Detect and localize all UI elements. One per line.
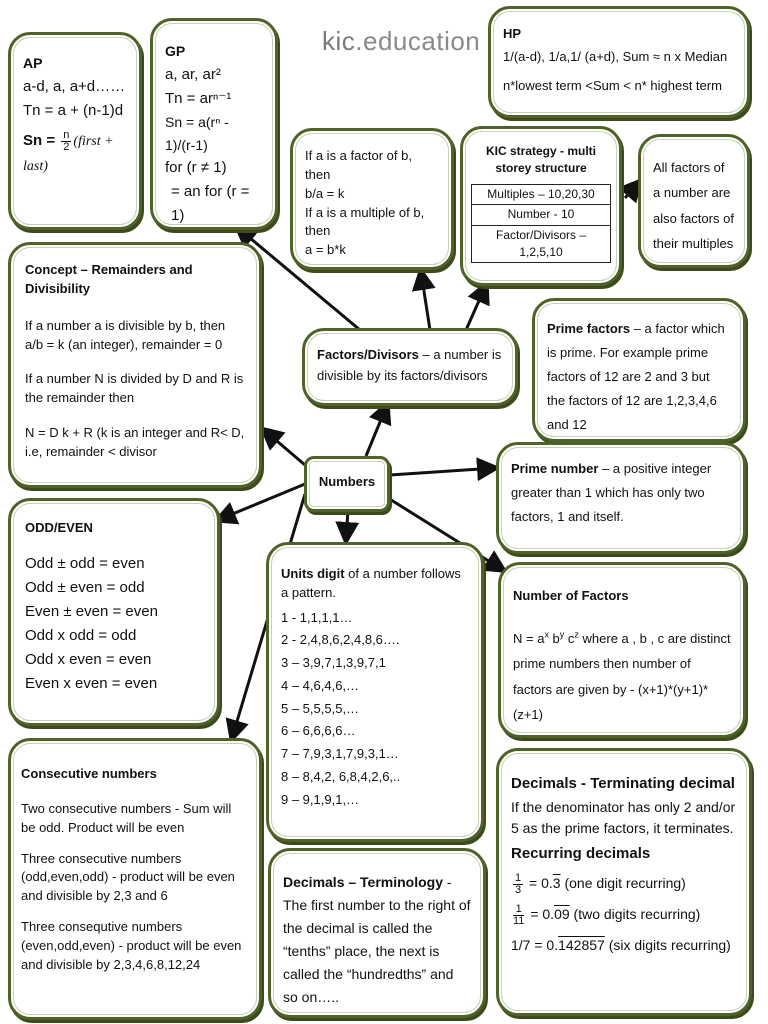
arrow-to-prime-number bbox=[390, 468, 495, 475]
concept-formula: N = D k + R (k is an integer and R< D, i.e, remainder < divisor bbox=[25, 425, 245, 459]
gp-condition: for (r ≠ 1) bbox=[165, 159, 227, 177]
hp-sum-range: n*lowest term <Sum < n* highest term bbox=[503, 77, 722, 93]
terminating-rule: If the denominator has only 2 and/or 5 as the prime factors, it terminates. bbox=[511, 798, 736, 836]
kic-logo: kic.education bbox=[322, 26, 481, 56]
odd-even-title: ODD/EVEN bbox=[25, 520, 93, 535]
all-factors-text: All factors of a number are also factors of their multiples bbox=[653, 160, 734, 252]
ap-nth-term: Tn = a + (n-1)d bbox=[23, 102, 124, 120]
gp-sum: Sn = a(rⁿ - 1)/(r-1) bbox=[165, 114, 229, 153]
ap-box bbox=[8, 32, 142, 230]
units-digit-row: 1 - 1,1,1,1… bbox=[281, 609, 353, 625]
kic-row-number: Number - 10 bbox=[472, 205, 611, 225]
number-of-factors-title: Number of Factors bbox=[513, 588, 629, 603]
factor-def: If a is a factor of b, then bbox=[305, 148, 412, 182]
decimals-terminology-box bbox=[268, 848, 486, 1018]
consecutive-two: Two consecutive numbers - Sum will be odd. Product will be even bbox=[21, 800, 232, 835]
arrow-to-units-digit bbox=[346, 510, 348, 540]
odd-even-rule: Even x even = even bbox=[25, 674, 158, 692]
concept-divisible: If a number a is divisible by b, then a/b = k (an integer), remainder = 0 bbox=[25, 317, 226, 352]
prime-factors-box bbox=[532, 298, 746, 442]
concept-box bbox=[8, 242, 262, 488]
numbers-node bbox=[304, 456, 390, 512]
prime-factors-text: Prime factors – a factor which is prime. For example prime factors of 12 are 2 and 3 but the factors of 12 are 1,2,3,4,6 and 12 bbox=[547, 321, 725, 433]
multiple-def: If a is a multiple of b, then bbox=[305, 204, 425, 239]
kic-table bbox=[471, 184, 611, 264]
odd-even-rule: Even ± even = even bbox=[25, 602, 158, 620]
recurring-title: Recurring decimals bbox=[511, 844, 651, 862]
odd-even-box bbox=[8, 498, 220, 726]
arrow-to-kic bbox=[466, 285, 486, 330]
odd-even-rule: Odd ± even = odd bbox=[25, 578, 145, 596]
arrow-to-factors-divisors bbox=[366, 405, 387, 456]
concept-title: Concept – Remainders and Divisibility bbox=[25, 262, 193, 296]
gp-terms: a, ar, ar² bbox=[165, 66, 221, 84]
number-of-factors-formula: $N = a^x$ $b^y$ $c^z$ where a , b , c are distinct prime numbers then number of factors are given by - (x+1)*(y+1)*(z+1) bbox=[513, 629, 731, 722]
gp-sum-r1: = an for (r = 1) bbox=[171, 183, 250, 225]
units-digit-row: 9 – 9,1,9,1,… bbox=[281, 791, 360, 807]
gp-title: GP bbox=[165, 43, 186, 59]
units-digit-row: 6 – 6,6,6,6… bbox=[281, 723, 356, 739]
prime-number-box bbox=[496, 442, 746, 554]
numbers-label: Numbers bbox=[318, 474, 376, 489]
factors-divisors-box bbox=[302, 328, 518, 406]
units-digit-intro: Units digit of a number follows a pattern. bbox=[281, 566, 461, 600]
hp-title: HP bbox=[503, 26, 522, 41]
concept-remainder: If a number N is divided by D and R is the remainder then bbox=[25, 371, 244, 406]
factor-eq: b/a = k bbox=[305, 185, 345, 201]
ap-sum: Sn = $\frac{n}{2}$ (first + last) bbox=[23, 128, 114, 174]
kic-strategy-box bbox=[460, 126, 622, 286]
consecutive-box bbox=[8, 738, 262, 1020]
multiple-eq: a = b*k bbox=[305, 242, 346, 258]
arrow-to-odd-even bbox=[218, 484, 305, 520]
hp-box bbox=[488, 6, 750, 118]
units-digit-row: 4 – 4,6,4,6,… bbox=[281, 677, 360, 693]
number-of-factors-box bbox=[498, 562, 746, 738]
arrow-to-factor-multiple bbox=[421, 272, 430, 330]
decimals-terminology-text: Decimals – Terminology - The first number to the right of the decimal is called the “tenths” place, the next is called the “hundredths” and so on….. bbox=[283, 874, 471, 1006]
odd-even-rule: Odd x odd = odd bbox=[25, 626, 137, 644]
units-digit-row: 3 – 3,9,7,1,3,9,7,1 bbox=[281, 655, 386, 671]
all-factors-box bbox=[638, 134, 750, 268]
units-digit-row: 5 – 5,5,5,5,… bbox=[281, 700, 360, 716]
factor-multiple-box bbox=[290, 128, 454, 270]
odd-even-rule: Odd ± odd = even bbox=[25, 554, 145, 572]
prime-number-text: Prime number – a positive integer greater than 1 which has only two factors, 1 and itself. bbox=[511, 461, 712, 525]
odd-even-rule: Odd x even = even bbox=[25, 650, 152, 668]
terminating-title: Decimals - Terminating decimal bbox=[511, 775, 735, 792]
hp-terms: 1/(a-d), 1/a,1/ (a+d), Sum ≈ n x Median bbox=[503, 48, 728, 64]
units-digit-row: 2 - 2,4,8,6,2,4,8,6…. bbox=[281, 632, 400, 648]
consecutive-three-odd: Three consecutive numbers (odd,even,odd) - product will be even and divisible by 2,3 and 6 bbox=[21, 850, 235, 904]
consecutive-three-even: Three consequtive numbers (even,odd,even) - product will be even and divisible by 2,3,4,6,8,12,24 bbox=[21, 919, 242, 972]
recurring-one-third: $\frac{1}{3}$ = 0.3 (one digit recurring) bbox=[515, 871, 686, 896]
kic-row-multiples: Multiples – 10,20,30 bbox=[472, 184, 611, 204]
kic-title: KIC strategy - multi storey structure bbox=[485, 144, 596, 176]
gp-box bbox=[150, 18, 278, 230]
gp-nth-term: Tn = arⁿ⁻¹ bbox=[165, 90, 232, 108]
decimals-box bbox=[496, 748, 752, 1016]
kic-row-factors: Factor/Divisors – 1,2,5,10 bbox=[472, 225, 611, 263]
units-digit-box bbox=[266, 542, 484, 842]
ap-title: AP bbox=[23, 55, 43, 71]
consecutive-title: Consecutive numbers bbox=[21, 766, 157, 781]
units-digit-row: 8 – 8,4,2, 6,8,4,2,6,.. bbox=[281, 768, 401, 784]
recurring-one-seventh: 1/7 = 0.142857 (six digits recurring) bbox=[511, 936, 731, 953]
recurring-one-eleventh: $\frac{1}{11}$ = 0.09 (two digits recurring) bbox=[513, 902, 701, 927]
units-digit-row: 7 – 7,9,3,1,7,9,3,1… bbox=[281, 746, 399, 762]
arrow-to-concept bbox=[264, 430, 305, 465]
ap-terms: a-d, a, a+d…… bbox=[23, 78, 126, 96]
factors-divisors-text: Factors/Divisors – a number is divisible by its factors/divisors bbox=[317, 347, 502, 383]
arrow-to-all-factors bbox=[625, 182, 639, 198]
